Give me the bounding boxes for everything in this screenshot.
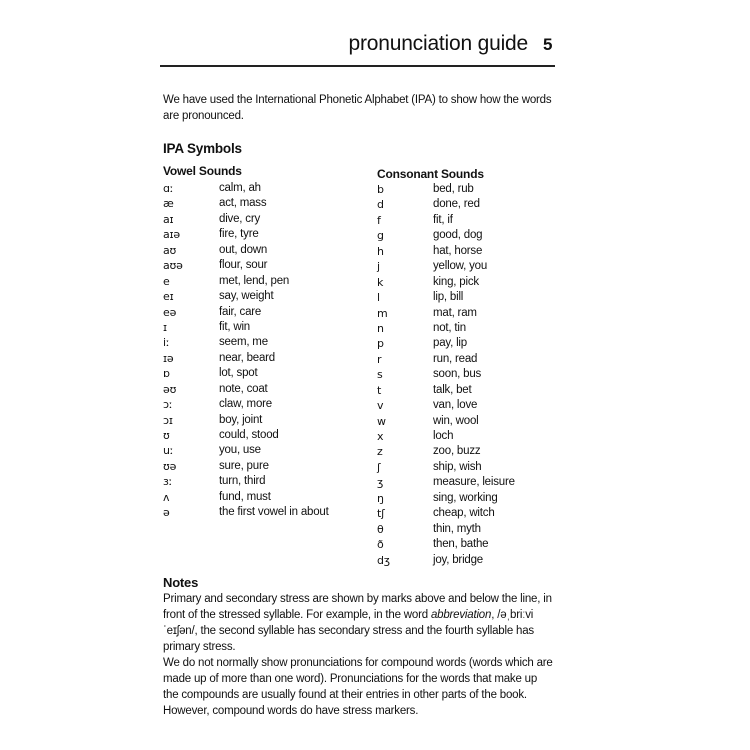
ipa-symbol: ʌ [163,490,170,504]
example-words: fair, care [219,305,262,318]
consonant-row [377,306,557,321]
ipa-symbol: z [377,445,383,459]
example-words: note, coat [219,382,268,395]
ipa-symbol: m [377,306,388,320]
vowel-row [163,382,363,397]
example-words: fire, tyre [219,228,259,241]
example-words: act, mass [219,197,267,210]
example-words: boy, joint [219,413,263,426]
example-words: ship, wish [433,460,482,473]
example-words: mat, ram [433,306,477,319]
vowel-row [163,428,363,443]
consonant-row [377,352,557,367]
consonant-row [377,522,557,537]
ipa-symbol: d [377,198,384,212]
ipa-symbol: k [377,275,384,289]
example-words: joy, bridge [433,553,484,566]
ipa-symbol: e [163,274,170,288]
example-words: soon, bus [433,368,482,381]
example-words: the first vowel in about [219,506,329,519]
vowel-row [163,366,363,381]
example-words: then, bathe [433,538,489,551]
consonant-row [377,444,557,459]
ipa-symbol: ʒ [377,476,384,490]
consonant-row [377,259,557,274]
consonant-row [377,429,557,444]
vowel-row [163,258,363,273]
vowel-row [163,243,363,258]
ipa-symbol: eə [163,305,177,319]
example-words: hat, horse [433,244,483,257]
ipa-symbol: aɪə [163,228,180,242]
consonant-row [377,321,557,336]
consonant-row [377,244,557,259]
ipa-symbol: aʊə [163,259,183,273]
ipa-symbol: p [377,337,384,351]
intro-text: We have used the International Phonetic Alphabet (IPA) to show how the words are pronounced. [163,94,552,122]
ipa-symbol: v [377,399,384,413]
example-words: fit, if [433,213,453,226]
ipa-symbol: ʊə [163,459,177,473]
ipa-symbol: w [377,414,386,428]
vowel-row [163,490,363,505]
ipa-symbol: ɜː [163,475,173,489]
ipa-symbol: l [377,291,380,305]
example-words: claw, more [219,398,272,411]
ipa-symbol: ɑː [163,182,174,195]
example-words: loch [433,430,454,442]
consonant-row [377,213,557,228]
ipa-symbol: eɪ [163,290,174,304]
vowel-row [163,459,363,474]
vowel-row [163,351,363,366]
ipa-symbol: æ [163,197,174,211]
example-words: lot, spot [219,367,258,380]
example-words: say, weight [219,290,274,303]
ipa-symbol: f [377,213,381,227]
consonant-row [377,197,557,212]
consonant-row [377,553,557,568]
ipa-symbol: ɒ [163,367,170,381]
page-number: 5 [543,35,553,54]
consonant-row [377,506,557,521]
notes-paragraph-2: We do not normally show pronunciations for compound words (words which are made up of more than one word). Pronunciations for the words that make up the compounds are usually found at their entries in other parts of the book. However, compound words do have stress markers. [163,657,553,717]
notes-heading: Notes [163,575,199,590]
example-words: cheap, witch [433,507,495,520]
ipa-symbol: uː [163,444,174,458]
consonant-row [377,460,557,475]
consonant-row [377,398,557,413]
ipa-heading: IPA Symbols [163,141,242,156]
example-words: met, lend, pen [219,274,290,287]
ipa-symbol: θ [377,522,384,536]
example-words: out, down [219,243,268,256]
example-words: thin, myth [433,522,481,535]
consonant-heading: Consonant Sounds [377,167,484,181]
ipa-symbol: s [377,368,383,382]
vowel-row [163,305,363,320]
example-words: king, pick [433,275,479,288]
example-words: you, use [219,444,261,457]
ipa-symbol: ɪə [163,351,174,365]
vowel-table [163,164,363,521]
notes-body [163,591,555,719]
ipa-symbol: r [377,352,382,366]
consonant-row [377,336,557,351]
example-words: yellow, you [433,260,488,273]
vowel-row [163,289,363,304]
example-words: fund, must [219,490,271,503]
consonant-row [377,414,557,429]
example-words: van, love [433,399,478,412]
example-words: good, dog [433,229,483,242]
example-words: done, red [433,198,480,211]
ipa-symbol: aʊ [163,243,177,257]
vowel-row [163,397,363,412]
example-words: run, read [433,352,478,365]
vowel-row [163,320,363,335]
example-words: bed, rub [433,183,474,195]
ipa-symbol: tʃ [377,507,385,521]
ipa-symbol: ð [377,538,384,552]
ipa-symbol: aɪ [163,212,174,226]
example-words: fit, win [219,320,250,333]
notes-p1-text: Primary and secondary stress are shown by marks above and below the line, in front of the stressed syllable. For example, in the word [163,593,552,621]
consonant-row [377,367,557,382]
example-words: zoo, buzz [433,445,481,458]
consonant-row [377,228,557,243]
vowel-row [163,335,363,350]
ipa-symbol: ʊ [163,429,170,442]
ipa-symbol: ʃ [377,460,381,474]
example-words: calm, ah [219,182,261,194]
notes-paragraph-1 [163,591,555,655]
example-words: pay, lip [433,337,467,350]
running-header-title: pronunciation guide [348,32,528,55]
example-words: near, beard [219,351,275,364]
vowel-row [163,274,363,289]
consonant-row [377,475,557,490]
ipa-symbol: ɪ [163,320,167,334]
example-words: seem, me [219,336,268,349]
ipa-symbol: h [377,244,384,258]
consonant-row [377,275,557,290]
vowel-heading: Vowel Sounds [163,164,242,178]
consonant-row [377,182,557,197]
vowel-row [163,212,363,227]
vowel-row [163,474,363,489]
ipa-symbol: əʊ [163,382,177,396]
ipa-symbol: j [377,260,380,274]
example-words: lip, bill [433,291,464,304]
ipa-symbol: dʒ [377,553,390,567]
ipa-symbol: ə [163,506,170,520]
consonant-row [377,383,557,398]
ipa-symbol: b [377,183,384,196]
example-words: sure, pure [219,459,269,472]
example-words: win, wool [433,414,479,427]
consonant-row [377,290,557,305]
ipa-symbol: x [377,430,384,443]
example-words: turn, third [219,475,266,488]
consonant-table [377,167,557,568]
ipa-symbol: t [377,383,382,397]
ipa-symbol: g [377,229,384,243]
ipa-symbol: ŋ [377,491,384,505]
ipa-symbol: n [377,321,384,335]
example-words: could, stood [219,429,279,441]
example-words: talk, bet [433,383,472,396]
vowel-row [163,443,363,458]
example-words: sing, working [433,491,498,504]
header-rule [160,65,555,67]
consonant-row [377,537,557,552]
example-words: not, tin [433,321,466,334]
ipa-symbol: ɔː [163,398,173,412]
consonant-row [377,491,557,506]
example-word: abbreviation [430,609,492,621]
vowel-row [163,196,363,211]
notes-p1-text-cont: , /əˌbriːviˈeɪʃən/, the second syllable has secondary stress and the fourth syllable has primary stress. [163,609,534,653]
vowel-row [163,505,363,520]
example-words: dive, cry [219,212,261,225]
example-words: flour, sour [219,259,268,272]
ipa-symbol: ɔɪ [163,413,173,427]
ipa-symbol: iː [163,336,170,350]
example-words: measure, leisure [433,476,515,489]
vowel-row [163,413,363,428]
vowel-row [163,181,363,196]
vowel-row [163,227,363,242]
